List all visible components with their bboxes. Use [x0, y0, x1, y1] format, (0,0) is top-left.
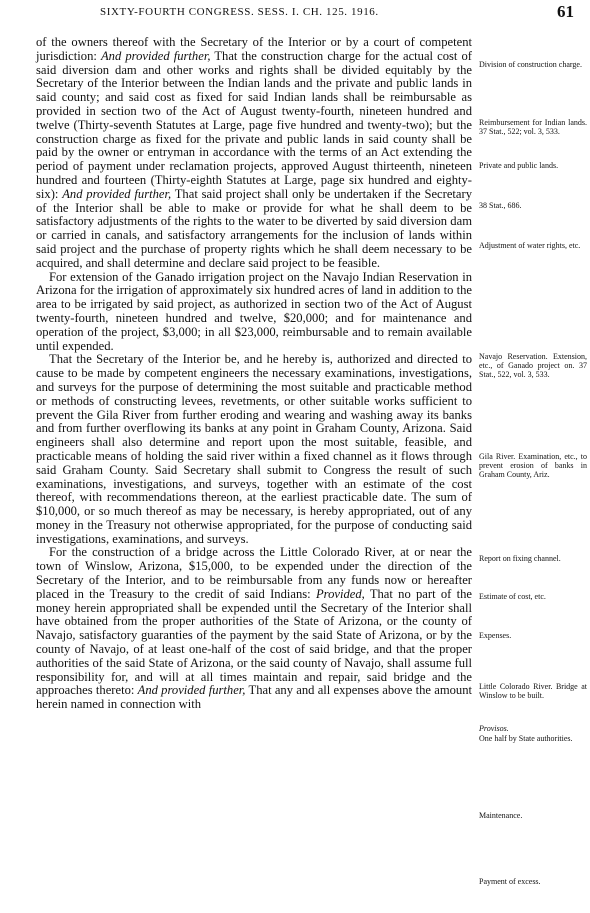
proviso-italic: Provided,	[315, 586, 365, 601]
paragraph-gila-river	[36, 353, 472, 546]
proviso-italic: And provided further,	[62, 186, 172, 201]
paragraph-text: of the owners thereof with the Secretary of the Interior or by a court of competent jurisdiction:	[36, 35, 472, 63]
paragraph-text: That no part of the money herein appropriated shall be expended until the Secretary of the Interior shall have obtained from the proper authorities of the State of Arizona, or the county of Navajo, satisfactory guaranties of the payment by the said State of Arizona, or by the county of Navajo, of at least one-half of the cost of said bridge, and that the proper authorities of the said State of Arizona, or the said county of Navajo, shall assume full responsibility for, and will at all times maintain and repair, said bridge and the approaches thereto:	[36, 586, 472, 698]
running-header	[0, 2, 590, 26]
paragraph-text: That the Secretary of the Interior be, and he hereby is, authorized and directed to cause to be made by competent engineers the necessary examinations, investigations, and surveys for the purpose of determining the most suitable and practicable method or methods of constructing levees, revetments, or other suitable works sufficient to prevent the Gila River from further eroding and wearing and washing away its banks and from further overflowing its banks at any point in Graham County, Arizona. Said engineers shall also determine and report upon the most suitable, feasible, and practicable means of holding the said river within a fixed channel as it flows through said Graham County. Said Secretary shall submit to Congress the result of such examinations, investigations, and surveys, together with an estimate of the cost thereof, with recommendations thereon, at the earliest practicable date. The sum of $10,000, or so much thereof as may be necessary, is hereby appropriated, out of any money in the Treasury not otherwise appropriated, for the purpose of conducting said investigations, examinations, and surveys.	[36, 352, 472, 546]
margin-note: One half by State authorities.	[479, 734, 573, 743]
paragraph-text: That said project shall only be undertaken if the Secretary of the Interior shall be able to make or provide for what he shall deem to be satisfactory adjustments of the rights to the water to be diverted by said diversion dam or carried in canals, and satisfactory arrangements for the inclusion of lands within said project and the purchase of property rights which he shall deem necessary to be acquired, and shall determine and declare said project to be feasible.	[36, 186, 472, 270]
margin-note: Expenses.	[479, 631, 512, 640]
margin-note: Gila River. Examination, etc., to prevent erosion of banks in Graham County, Ariz.	[479, 452, 587, 479]
margin-note: Estimate of cost, etc.	[479, 592, 546, 601]
paragraph-ganado-project	[36, 271, 472, 354]
proviso-italic: And provided further,	[137, 683, 246, 698]
margin-note: Report on fixing channel.	[479, 554, 561, 563]
margin-note: Provisos.	[479, 724, 509, 733]
paragraph-construction-charge	[36, 36, 472, 271]
body-text	[36, 36, 472, 712]
proviso-italic: And provided further,	[100, 48, 211, 63]
margin-note: Division of construction charge.	[479, 60, 582, 69]
paragraph-little-colorado-bridge	[36, 546, 472, 712]
margin-note: Little Colorado River. Bridge at Winslow to be built.	[479, 682, 587, 700]
margin-note: Adjustment of water rights, etc.	[479, 241, 581, 250]
page-number: 61	[557, 2, 574, 21]
margin-note: Maintenance.	[479, 811, 523, 820]
paragraph-text: That any and all expenses above the amount herein named in connection with	[36, 683, 473, 712]
margin-note: Reimbursement for Indian lands. 37 Stat., 522; vol. 3, 533.	[479, 118, 587, 136]
margin-note: Navajo Reservation. Extension, etc., of Ganado project on. 37 Stat., 522, vol. 3, 533.	[479, 352, 587, 379]
margin-note: 38 Stat., 686.	[479, 201, 522, 210]
margin-note: Payment of excess.	[479, 877, 541, 886]
paragraph-text: For extension of the Ganado irrigation project on the Navajo Indian Reservation in Arizona for the irrigation of approximately six hundred acres of land in addition to the area to be irrigated by said project, as authorized in section two of the Act of August twenty-fourth, nineteen hundred and twelve, $20,000; and for maintenance and operation of the project, $3,000; in all $23,000, reimbursable and to remain available until expended.	[36, 269, 472, 353]
margin-note: Private and public lands.	[479, 161, 559, 170]
paragraph-text: That the construction charge for the actual cost of said diversion dam and other works and rights shall be divided equitably by the Secretary of the Interior between the Indian lands and the private and public lands in said county; and said cost as fixed for said Indian lands shall be reimbursable as provided in section two of the Act of August twenty-fourth, nineteen hundred and twelve (Thirty-seventh Statutes at Large, page five hundred and twenty-two); but the construction charge as fixed for the private and public lands in said county shall be paid by the owner or entryman in accordance with the terms of an Act extending the period of payment under reclamation projects, approved August thirteenth, nineteen hundred and fourteen (Thirty-eighth Statutes at Large, page six hundred and eighty-six):	[36, 48, 472, 201]
running-head-title: SIXTY-FOURTH CONGRESS. SESS. I. CH. 125. 1916.	[100, 6, 379, 18]
paragraph-text: For the construction of a bridge across the Little Colorado River, at or near the town of Winslow, Arizona, $15,000, to be expended under the direction of the Secretary of the Interior, and to be reimbursable from any funds now or hereafter placed in the Treasury to the credit of said Indians:	[36, 545, 472, 601]
